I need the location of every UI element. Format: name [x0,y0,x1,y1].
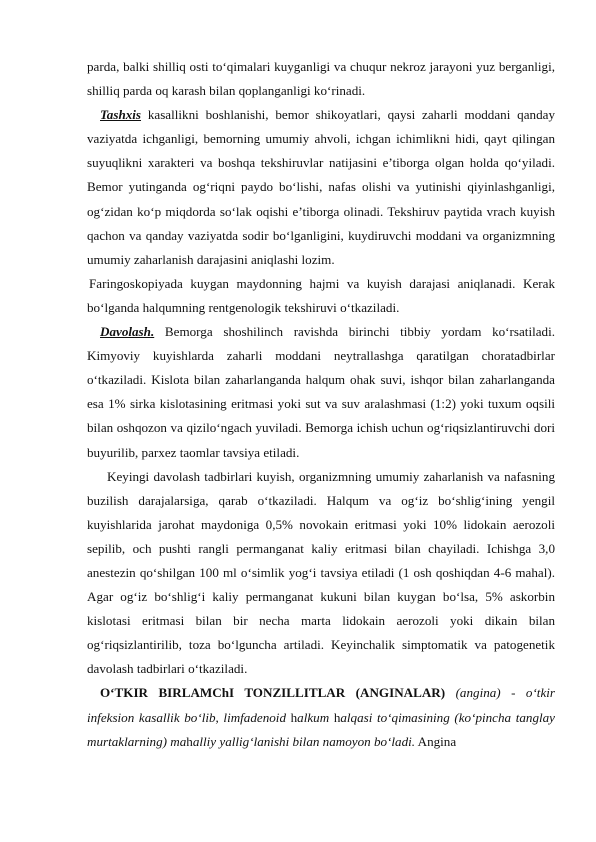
definition-part-2: alkum [297,709,334,725]
term-treatment: Davolash [100,324,151,340]
definition-part-3: alqasi to‘qimasining (ko‘pincha tanglay murtaklarning) ma [87,709,555,749]
treatment-text: Bemorga shoshilinch ravishda birinchi tibbiy yordam ko‘rsatiladi. Kimyoviy kuyishlarda zaharli moddani neytrallashga qaratilgan choratadbirlar o‘tkaziladi. Kislota bilan zaharlanganda halqum ohak suvi, ishqor bilan zaharlanganda esa 1% sirka kislotasining eritmasi yoki sut va suv aralashmasi (1:2) yoki tuxum oqsili bilan oshqozon va qizilo‘ngach yuviladi. Bemorga ichish uchun og‘riqsizlantiruvchi dori buyurilib, parxez taomlar tavsiya etiladi. [87,324,555,460]
paragraph-further-treatment: Keyingi davolash tadbirlari kuyish, organizmning umumiy zaharlanish va nafasning buzilish darajalarsiga, qarab o‘tkaziladi. Halqum va og‘iz bo‘shlig‘ining yengil kuyishlarida jarohat maydoniga 0,5% novokain eritmasi yoki 10% lidokain aerozoli sepilib, och pushti rangli permanganat kaliy eritmasi bilan chayiladi. Ichishga 3,0 anestezin qo‘shilgan 100 ml o‘simlik yog‘i tavsiya etiladi (1 osh qoshiqdan 4-6 mahal). Agar og‘iz bo‘shlig‘i kaliy permanganat kukuni bilan kuygan bo‘lsa, 5% askorbin kislotasi eritmasi bilan bir necha marta lidokain aerozoli yoki dikain bilan og‘riqsizlantirilib, toza bo‘lguncha artiladi. Keyinchalik simptomatik va patogenetik davolash tadbirlari o‘tkaziladi. [87,468,555,677]
definition-part-4: alliy yallig‘lanishi bilan namoyon bo‘ladi. [192,733,416,749]
paragraph-treatment: Davolash. Bemorga shoshilinch ravishda birinchi tibbiy yordam ko‘rsatiladi. Kimyoviy kuyishlarda zaharli moddani neytrallashga qaratilgan choratadbirlar o‘tkaziladi. Kislota bilan zaharlanganda halqum ohak suvi, ishqor bilan zaharlanganda esa 1% sirka kislotasining eritmasi yoki sut va suv aralashmasi (1:2) yoki tuxum oqsili bilan oshqozon va qizilo‘ngach yuviladi. Bemorga ichish uchun og‘riqsizlantiruvchi dori buyurilib, parxez taomlar tavsiya etiladi. [87,324,555,460]
term-diagnosis: Tashxis [100,107,142,123]
document-page [87,55,555,754]
definition-letter-3: h [186,733,193,749]
definition-part-1: (angina) - o‘tkir infeksion kasallik bo‘lib, limfadenoid [87,685,555,725]
section-heading: O‘TKIR BIRLAMChI TONZILLITLAR (ANGINALAR) [100,685,446,701]
paragraph-tonsillitis [87,681,555,753]
definition-letter-2: h [333,709,341,725]
paragraph-pharyngoscopy: Faringoskopiyada kuygan maydonning hajmi va kuyish darajasi aniqlanadi. Kerak bo‘lganda halqumning rentgenologik tekshiruvi o‘tkaziladi. [87,275,555,315]
definition-letter-1: h [290,709,298,725]
diagnosis-text: kasallikni boshlanishi, bemor shikoyatlari, qaysi zaharli moddani qanday vaziyatda ichganligi, bemorning umumiy ahvoli, ichgan ichimlikni hidi, qayt qilingan suyuqlikni xarakteri va boshqa tekshiruvlar natijasini e’tiborga olgan holda qo‘yiladi. Bemor yutinganda og‘riqni paydo bo‘lishi, nafas olishi va yutinishi qiyinlashganligi, og‘zidan ko‘p miqdorda so‘lak oqishi e’tiborga olinadi. Tekshiruv paytida vrach kuyish qachon va qanday vaziyatda sodir bo‘lganligini, kuydiruvchi moddani va organizmning umumiy zaharlanish darajasini aniqlashi lozim. [87,107,555,267]
paragraph-continuation: parda, balki shilliq osti to‘qimalari kuyganligi va chuqur nekroz jarayoni yuz berganligi, shilliq parda oq karash bilan qoplanganligi ko‘rinadi. [87,59,555,99]
paragraph-diagnosis [87,103,555,272]
paragraph-tail: Angina [415,733,457,749]
